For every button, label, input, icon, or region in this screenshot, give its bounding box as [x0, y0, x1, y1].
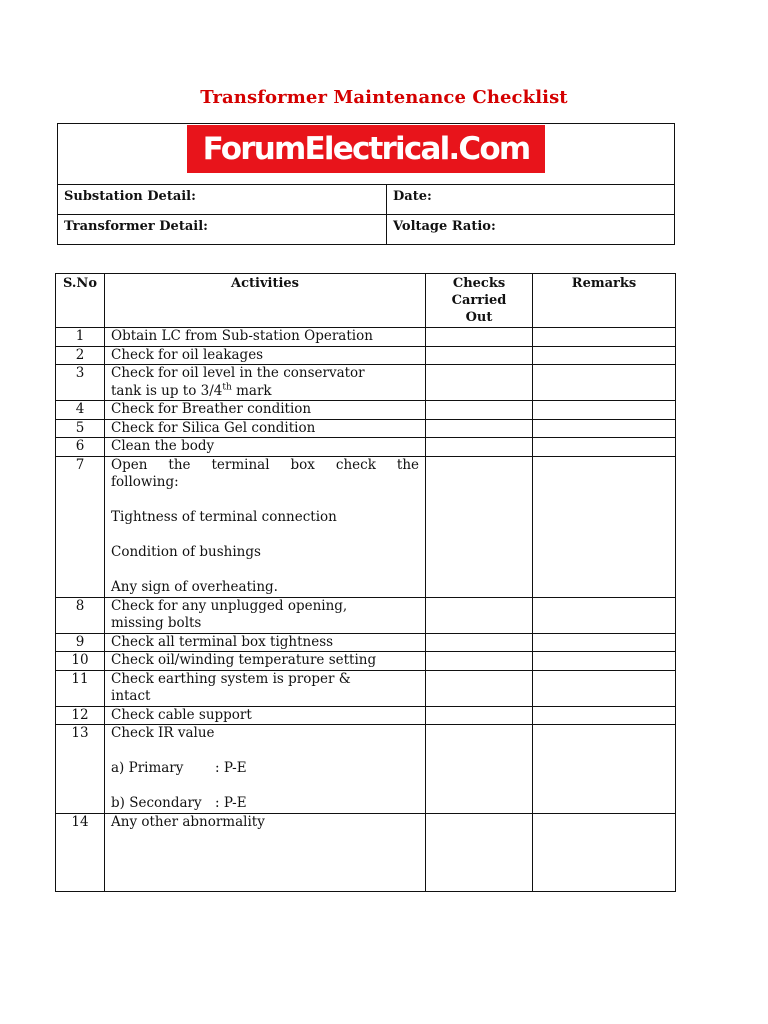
activity-line: Check IR value [111, 725, 215, 741]
checks-cell[interactable] [426, 365, 533, 401]
activity-line: following: [111, 474, 179, 490]
table-row [56, 725, 676, 814]
row-activity: Check cable support [105, 706, 426, 725]
row-activity: Check for oil leakages [105, 346, 426, 365]
row-activity: Any other abnormality [105, 813, 426, 891]
header-sno: S.No [56, 274, 105, 328]
activity-line [111, 383, 419, 401]
table-row [56, 438, 676, 457]
activity-subitem: Any sign of overheating. [111, 579, 278, 595]
table-row [56, 346, 676, 365]
row-activity [105, 456, 426, 597]
activity-subitem: Tightness of terminal connection [111, 509, 337, 525]
row-activity: Obtain LC from Sub-station Operation [105, 328, 426, 347]
page-title: Transformer Maintenance Checklist [200, 87, 568, 108]
row-sno: 12 [56, 706, 105, 725]
row-sno: 6 [56, 438, 105, 457]
header-remarks: Remarks [533, 274, 676, 328]
checks-cell[interactable] [426, 633, 533, 652]
table-row [56, 813, 676, 891]
checks-cell[interactable] [426, 328, 533, 347]
checks-cell[interactable] [426, 401, 533, 420]
checks-cell[interactable] [426, 438, 533, 457]
checks-cell[interactable] [426, 652, 533, 671]
remarks-cell[interactable] [533, 706, 676, 725]
row-activity: Check for Breather condition [105, 401, 426, 420]
row-sno: 5 [56, 419, 105, 438]
table-row [56, 597, 676, 633]
row-activity: Check for Silica Gel condition [105, 419, 426, 438]
activity-text: tank is up to 3/4 [111, 382, 223, 399]
row-activity [105, 725, 426, 814]
remarks-cell[interactable] [533, 456, 676, 597]
checks-cell[interactable] [426, 670, 533, 706]
table-row [56, 401, 676, 420]
row-activity: Clean the body [105, 438, 426, 457]
remarks-cell[interactable] [533, 633, 676, 652]
header-checks-line3: Out [465, 310, 493, 325]
details-table [57, 123, 675, 245]
superscript: th [222, 382, 232, 392]
row-sno: 2 [56, 346, 105, 365]
row-activity [105, 670, 426, 706]
remarks-cell[interactable] [533, 670, 676, 706]
activity-line: Check for oil level in the conservator [111, 365, 365, 381]
forumelectrical-logo: ForumElectrical.Com [187, 125, 545, 173]
activity-line: missing bolts [111, 615, 202, 631]
activity-line: Open the terminal box check the [111, 456, 419, 473]
row-activity: Check oil/winding temperature setting [105, 652, 426, 671]
checklist-table [55, 273, 676, 892]
activity-text: mark [231, 382, 272, 399]
table-row [56, 328, 676, 347]
activity-line: intact [111, 688, 151, 704]
row-sno: 7 [56, 456, 105, 597]
remarks-cell[interactable] [533, 346, 676, 365]
row-sno: 14 [56, 813, 105, 891]
logo-cell [58, 124, 675, 185]
activity-subitem [111, 760, 419, 778]
activity-subitem: Condition of bushings [111, 544, 261, 560]
row-sno: 4 [56, 401, 105, 420]
checks-cell[interactable] [426, 419, 533, 438]
header-activities: Activities [105, 274, 426, 328]
checks-cell[interactable] [426, 813, 533, 891]
remarks-cell[interactable] [533, 813, 676, 891]
checks-cell[interactable] [426, 346, 533, 365]
activity-subitem [111, 795, 419, 813]
table-row [56, 419, 676, 438]
row-sno: 8 [56, 597, 105, 633]
remarks-cell[interactable] [533, 401, 676, 420]
transformer-detail-label: Transformer Detail: [58, 215, 387, 245]
remarks-cell[interactable] [533, 365, 676, 401]
row-activity [105, 597, 426, 633]
checks-cell[interactable] [426, 706, 533, 725]
header-checks-line1: Checks [452, 276, 506, 291]
checks-cell[interactable] [426, 456, 533, 597]
row-sno: 11 [56, 670, 105, 706]
row-sno: 1 [56, 328, 105, 347]
secondary-label: b) Secondary [111, 795, 202, 811]
table-row [56, 365, 676, 401]
row-activity [105, 365, 426, 401]
row-sno: 13 [56, 725, 105, 814]
voltage-ratio-label: Voltage Ratio: [387, 215, 675, 245]
primary-value: : P-E [215, 760, 247, 776]
primary-label: a) Primary [111, 760, 184, 776]
activity-line: Check for any unplugged opening, [111, 597, 348, 614]
header-checks-carried-out [426, 274, 533, 328]
remarks-cell[interactable] [533, 597, 676, 633]
table-row [56, 670, 676, 706]
table-row [56, 456, 676, 597]
table-header-row [56, 274, 676, 328]
checks-cell[interactable] [426, 725, 533, 814]
remarks-cell[interactable] [533, 725, 676, 814]
remarks-cell[interactable] [533, 328, 676, 347]
table-row [56, 652, 676, 671]
remarks-cell[interactable] [533, 438, 676, 457]
row-sno: 9 [56, 633, 105, 652]
date-label: Date: [387, 185, 675, 215]
table-row [56, 706, 676, 725]
substation-detail-label: Substation Detail: [58, 185, 387, 215]
remarks-cell[interactable] [533, 652, 676, 671]
row-sno: 3 [56, 365, 105, 401]
checks-cell[interactable] [426, 597, 533, 633]
row-sno: 10 [56, 652, 105, 671]
header-checks-line2: Carried [451, 293, 507, 308]
row-activity: Check all terminal box tightness [105, 633, 426, 652]
remarks-cell[interactable] [533, 419, 676, 438]
table-row [56, 633, 676, 652]
secondary-value: : P-E [215, 795, 247, 811]
activity-line: Check earthing system is proper & [111, 670, 351, 687]
